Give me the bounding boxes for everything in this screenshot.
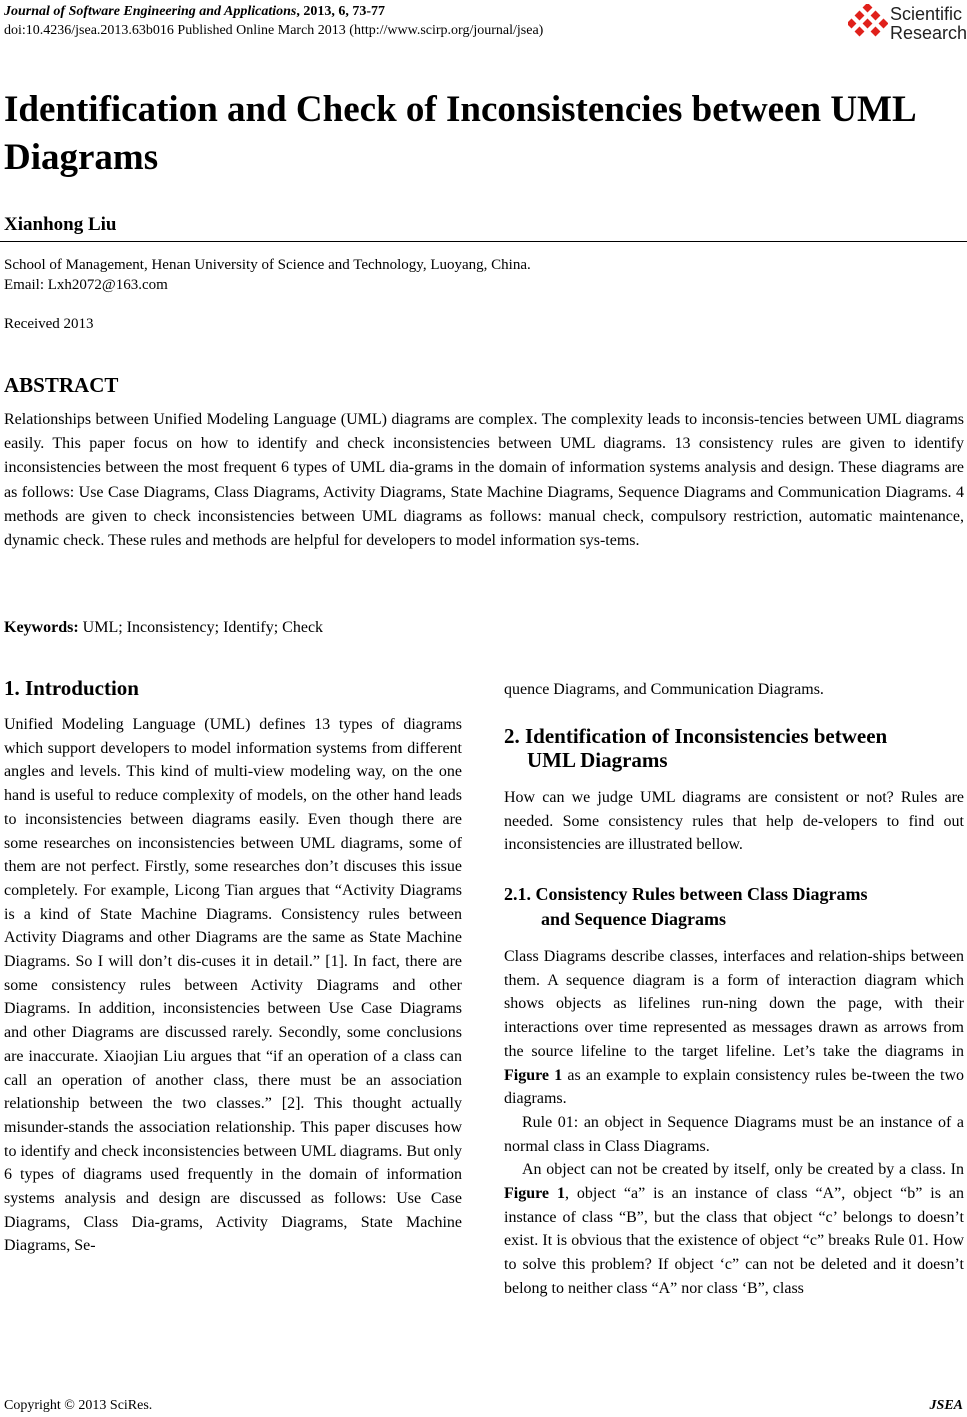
subsection-heading-2-1-line1: 2.1. Consistency Rules between Class Diagrams	[504, 884, 868, 904]
author-divider	[0, 241, 967, 242]
paragraph-text: Class Diagrams describe classes, interfaces and relation-ships between them. A sequence diagram is a form of interaction diagram which shows objects as lifelines run-ning down the page, with their interactions over time represented as messages drawn as arrows from the source lifeline to the target lifeline. Let’s take the diagrams in	[504, 948, 964, 1060]
section-heading-introduction: 1. Introduction	[4, 676, 139, 700]
logo-text-line2: Research	[890, 23, 967, 43]
section-2-text: How can we judge UML diagrams are consistent or not? Rules are needed. Some consistency rules that help de-velopers to find out inconsistencies are illustrated bellow.	[504, 789, 964, 854]
paragraph-text: , object “a” is an instance of class “A”, object “b” is an instance of class “B”, but the class that object “c’ belongs to doesn’t exist. It is obvious that the existence of object “c” breaks Rule 01. How to solve this problem? If object ‘c” can not be deleted and it doesn’t belong to neither class “A” nor class ‘B”, class	[504, 1185, 964, 1297]
journal-issue: , 2013, 6, 73-77	[296, 4, 386, 19]
section-heading-2-line2: UML Diagrams	[527, 748, 668, 772]
rule-01: Rule 01: an object in Sequence Diagrams must be an instance of a normal class in Class Diagrams.	[504, 1113, 964, 1155]
author-name: Xianhong Liu	[4, 214, 117, 235]
keywords	[4, 619, 323, 637]
journal-name: Journal of Software Engineering and Applications	[4, 4, 297, 19]
author-email: Email: Lxh2072@163.com	[4, 277, 168, 293]
publisher-logo	[848, 2, 966, 46]
doi-line: doi:10.4236/jsea.2013.63b016 Published Online March 2013 (http://www.scirp.org/journal/jsea)	[4, 23, 544, 38]
paragraph-text: An object can not be created by itself, only be created by a class. In	[522, 1161, 964, 1179]
paper-title: Identification and Check of Inconsistencies between UML Diagrams	[4, 89, 915, 178]
keywords-value: UML; Inconsistency; Identify; Check	[78, 619, 324, 636]
paragraph-text: as an example to explain consistency rules be-tween the two diagrams.	[504, 1066, 965, 1108]
affiliation: School of Management, Henan University of Science and Technology, Luoyang, China.	[4, 257, 531, 273]
copyright: Copyright © 2013 SciRes.	[4, 1398, 153, 1413]
figure-reference[interactable]: Figure 1	[504, 1066, 563, 1084]
subsection-2-1-body	[504, 945, 964, 1301]
keywords-label: Keywords:	[4, 619, 79, 636]
received-date: Received 2013	[4, 316, 94, 332]
abstract-heading: ABSTRACT	[4, 373, 119, 397]
journal-abbreviation: JSEA	[929, 1398, 963, 1413]
paragraph	[504, 1158, 964, 1300]
logo-text-line1: Scientific	[890, 4, 963, 24]
publisher-logo-icon	[848, 4, 888, 42]
subsection-heading-2-1-line2: and Sequence Diagrams	[541, 909, 727, 929]
paragraph	[504, 945, 964, 1111]
figure-reference[interactable]: Figure 1	[504, 1185, 565, 1203]
introduction-continued: quence Diagrams, and Communication Diagrams.	[504, 681, 824, 698]
introduction-text: Unified Modeling Language (UML) defines 13 types of diagrams which support developers to model information systems from different angles and levels. This kind of multi-view modeling way, on the one hand is useful to reduce complexity of models, on the other hand leads to inconsistencies between diagrams easily. Even though there are some researches on inconsistencies between UML diagrams, some of them are not perfect. Firstly, some researches don’t discuses this issue completely. For example, Licong Tian argues that “Activity Diagrams is a kind of State Machine Diagrams. Consistency rules between Activity Diagrams and other Diagrams are the same as State Machine Diagrams. So I will don’t dis-cuses it in detail.” [1]. In fact, there are some consistency rules between Activity Diagrams and other Diagrams. In addition, inconsistencies between Use Case Diagrams and other Diagrams are discussed rarely. Secondly, some conclusions are inaccurate. Xiaojian Liu argues that “if an operation of a class can call an operation of another class, there must be an association relationship between the two classes.” [2]. This thought actually misunder-stands the association relationship. This paper discuses how to identify and check inconsistencies between UML diagrams. But only 6 types of diagrams used frequently in the domain of information systems analysis and design are discussed as follows: Use Case Diagrams, Class Dia-grams, Activity Diagrams, State Machine Diagrams, Se-	[4, 716, 462, 1255]
journal-citation	[4, 3, 385, 20]
section-heading-2-line1: 2. Identification of Inconsistencies between	[504, 724, 888, 748]
abstract-text: Relationships between Unified Modeling Language (UML) diagrams are complex. The complexity leads to inconsis-tencies between UML diagrams easily. This paper focus on how to identify and check inconsistencies between UML diagrams. 13 consistency rules are given to identify inconsistencies between the most frequent 6 types of UML dia-grams in the domain of information systems analysis and design. These diagrams are as follows: Use Case Diagrams, Class Diagrams, Activity Diagrams, State Machine Diagrams, Sequence Diagrams and Communication Diagrams. 4 methods are given to check inconsistencies between UML diagrams as follows: manual check, compulsory restriction, automatic maintenance, dynamic check. These rules and methods are helpful for developers to model information sys-tems.	[4, 411, 964, 550]
